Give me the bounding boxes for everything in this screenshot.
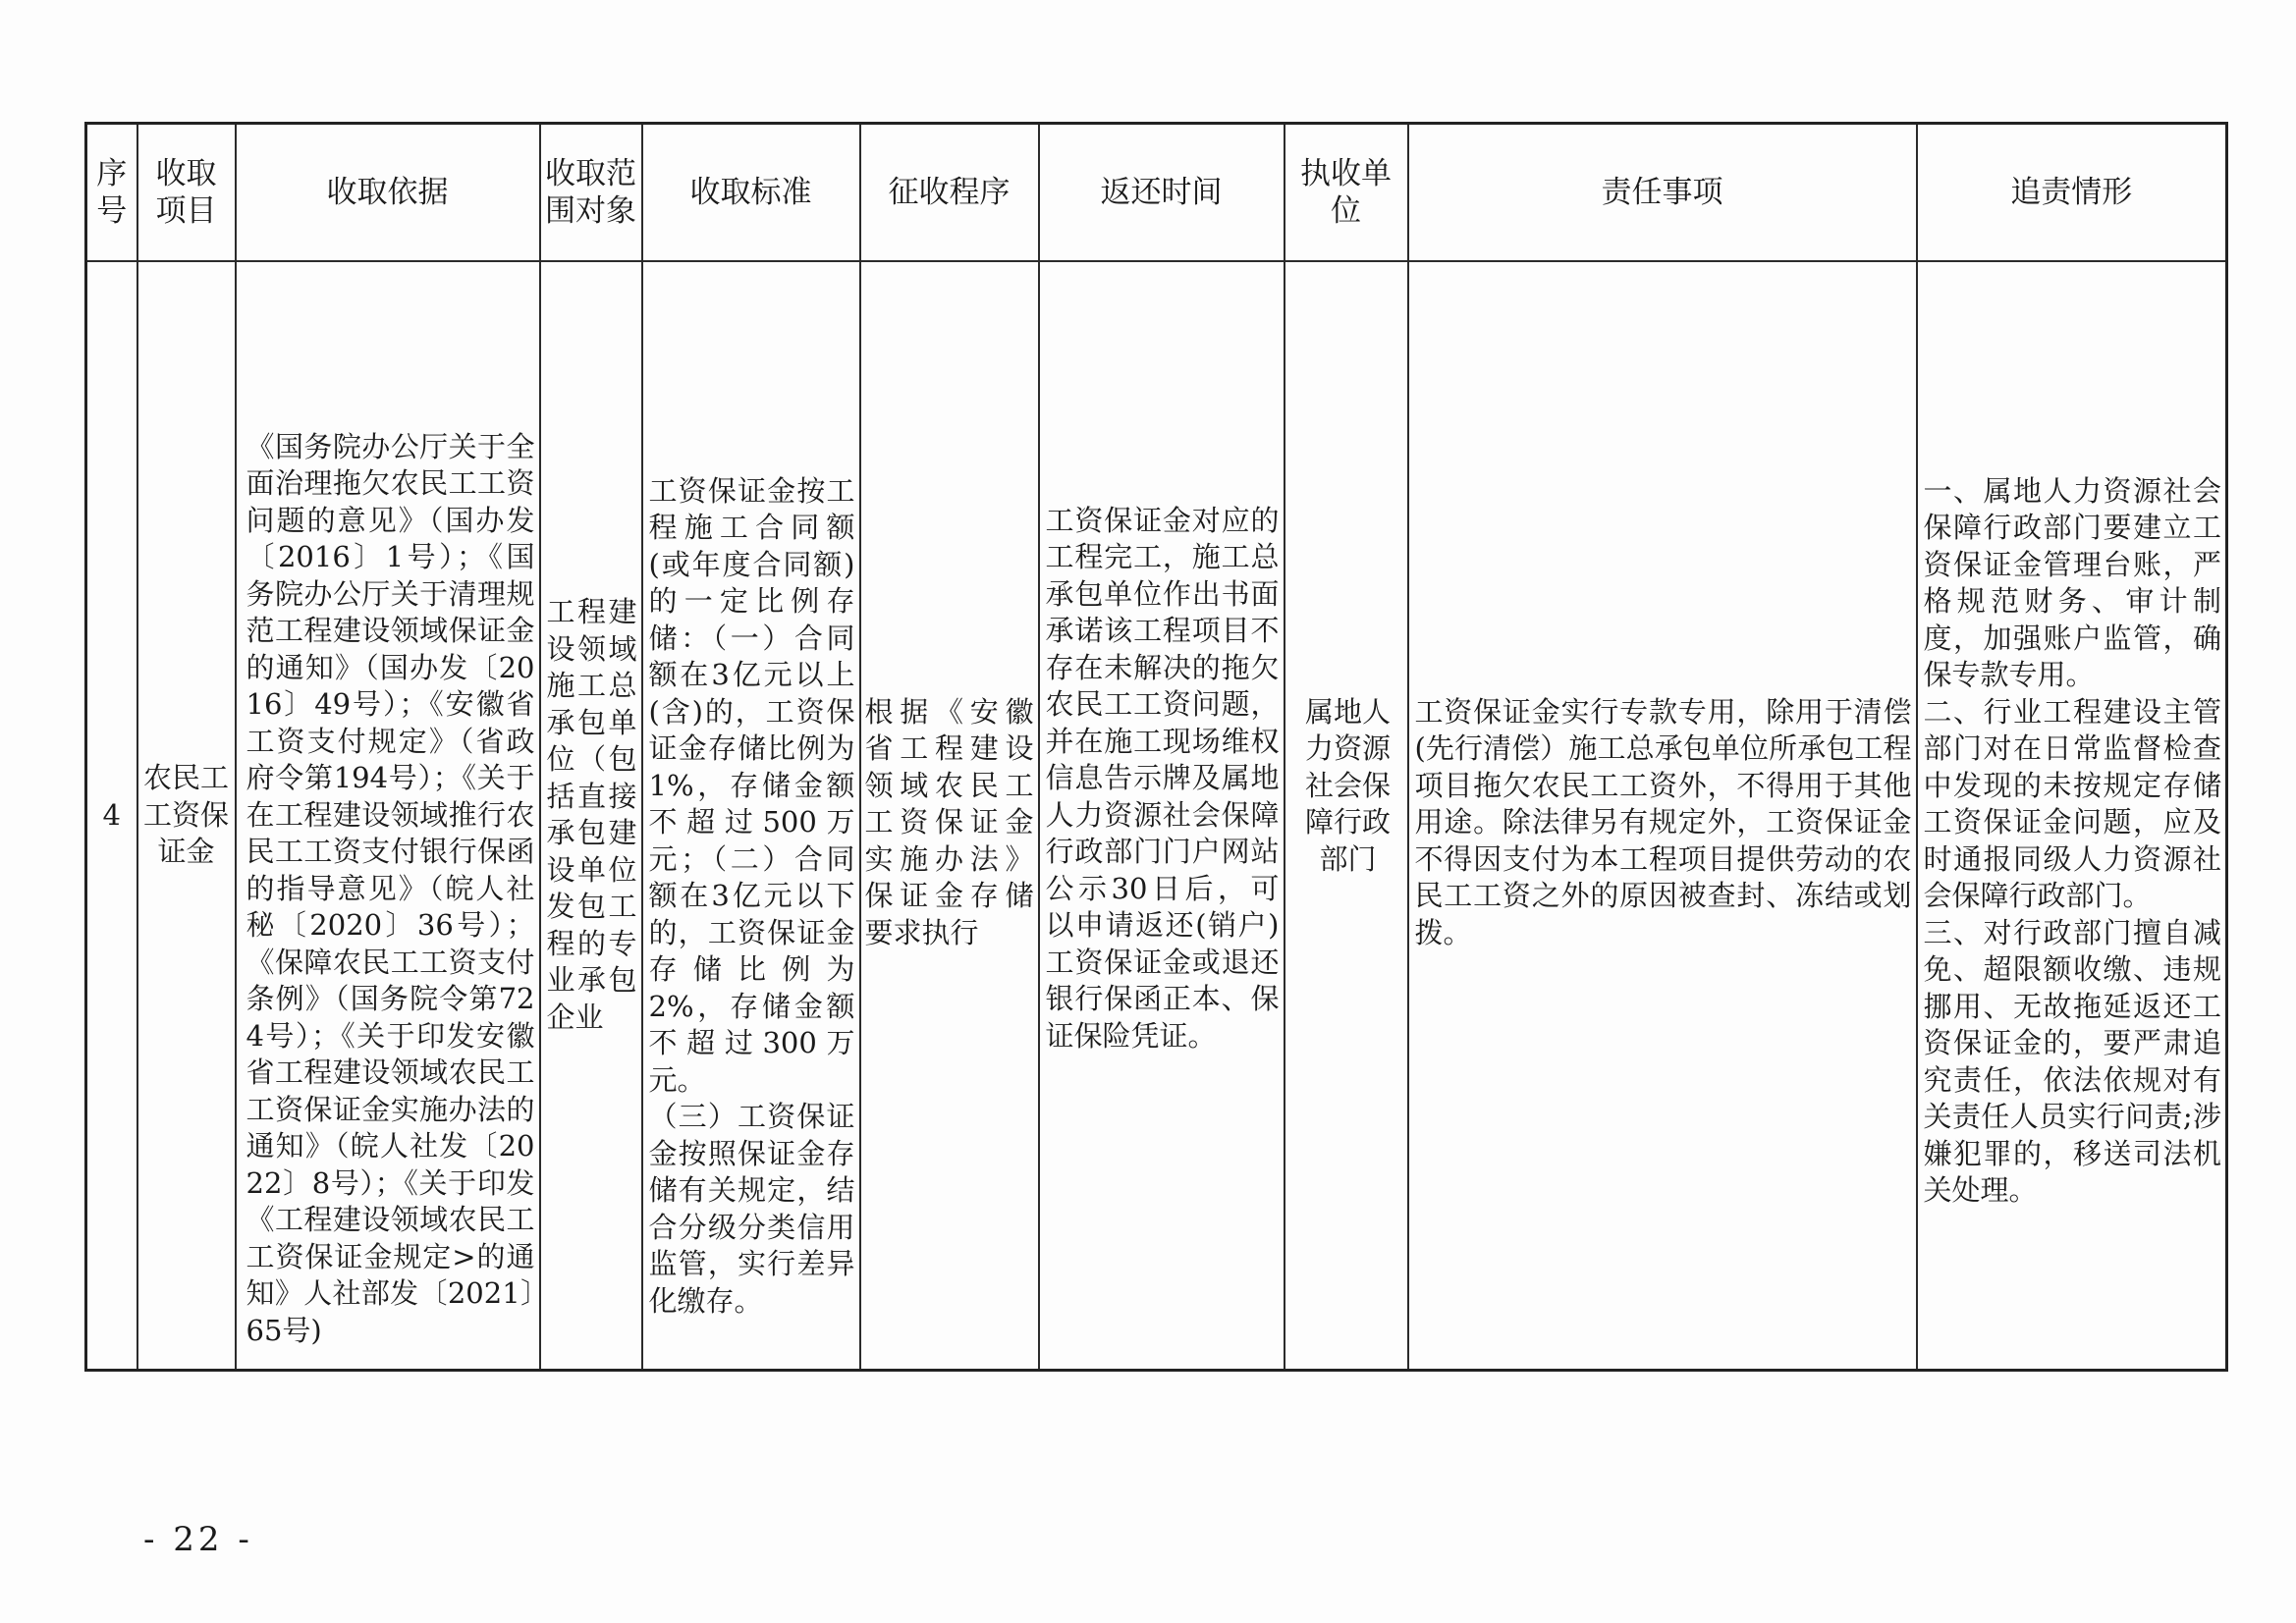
cell-return-time [1039, 261, 1285, 1371]
header-unit: 执收单位 [1285, 124, 1408, 261]
page-number: - 22 - [143, 1520, 253, 1559]
row-procedure: 根据《安徽省工程建设领域农民工工资保证金实施办法》保证金存储要求执行 [864, 694, 1034, 949]
row-duty: 工资保证金实行专款专用，除用于清偿(先行清偿）施工总承包单位所承包工程项目拖欠农民工工资外，不得用于其他用途。除法律另有规定外，工资保证金不得因支付为本工程项目提供劳动的农民工工资之外的原因被查封、冻结或划拨。 [1414, 694, 1912, 949]
header-duty: 责任事项 [1408, 124, 1917, 261]
cell-procedure [860, 261, 1039, 1371]
header-scope: 收取范围对象 [540, 124, 642, 261]
header-basis: 收取依据 [236, 124, 540, 261]
row-unit: 属地人力资源社会保障行政部门 [1304, 694, 1391, 876]
cell-no [86, 261, 137, 1371]
cell-standard [642, 261, 860, 1371]
header-return-time: 返还时间 [1039, 124, 1285, 261]
row-standard: 工资保证金按工程施工合同额(或年度合同额)的一定比例存储：（一）合同额在3亿元以上(含)的，工资保证金存储比例为1%，存储金额不超过500万元；（二）合同额在3亿元以下的，工资保证金存储比例为2%，存储金额不超过300万元。 （三）工资保证金按照保证金存储有关规定，结合分级分类信用监管，实行差异化缴存。 [648, 473, 855, 1318]
header-item: 收取项目 [137, 124, 236, 261]
row-accountability: 一、属地人力资源社会保障行政部门要建立工资保证金管理台账，严格规范财务、审计制度，加强账户监管，确保专款专用。 二、行业工程建设主管部门对在日常监督检查中发现的未按规定存储工资保证金问题，应及时通报同级人力资源社会保障行政部门。 三、对行政部门擅自减免、超限额收缴、违规挪用、无故拖延返还工资保证金的，要严肃追究责任，依法依规对有关责任人员实行问责;涉嫌犯罪的，移送司法机关处理。 [1923, 473, 2221, 1207]
table-header-row [86, 124, 2227, 261]
row-return-time: 工资保证金对应的工程完工，施工总承包单位作出书面承诺该工程项目不存在未解决的拖欠农民工工资问题，并在施工现场维权信息告示牌及属地人力资源社会保障行政部门门户网站公示30日后，可以申请返还(销户)工资保证金或退还银行保函正本、保证保险凭证。 [1045, 503, 1280, 1053]
row-scope: 工程建设领域施工总承包单位（包括直接承包建设单位发包工程的专业承包企业 [546, 595, 637, 1034]
row-number: 4 [102, 798, 121, 833]
cell-accountability [1917, 261, 2227, 1371]
header-standard: 收取标准 [642, 124, 860, 261]
row-item: 农民工工资保证金 [142, 761, 229, 868]
header-accountability: 追责情形 [1917, 124, 2227, 261]
header-no: 序号 [86, 124, 137, 261]
cell-scope [540, 261, 642, 1371]
header-procedure: 征收程序 [860, 124, 1039, 261]
cell-basis [236, 261, 540, 1371]
cell-duty [1408, 261, 1917, 1371]
cell-item [137, 261, 236, 1371]
cell-unit [1285, 261, 1408, 1371]
table-row [86, 261, 2227, 1371]
row-basis: 《国务院办公厅关于全面治理拖欠农民工工资问题的意见》（国办发〔2016〕1号）；《国务院办公厅关于清理规范工程建设领域保证金的通知》（国办发〔2016〕49号）；《安徽省工资支付规定》（省政府令第194号）；《关于在工程建设领域推行农民工工资支付银行保函的指导意见》（皖人社秘〔2020〕36号）；《保障农民工工资支付条例》（国务院令第724号）；《关于印发安徽省工程建设领域农民工工资保证金实施办法的通知》（皖人社发〔2022〕8号）；《关于印发《工程建设领域农民工工资保证金规定>的通知》人社部发〔2021〕65号) [246, 429, 535, 1347]
fee-collection-table [84, 122, 2228, 1372]
